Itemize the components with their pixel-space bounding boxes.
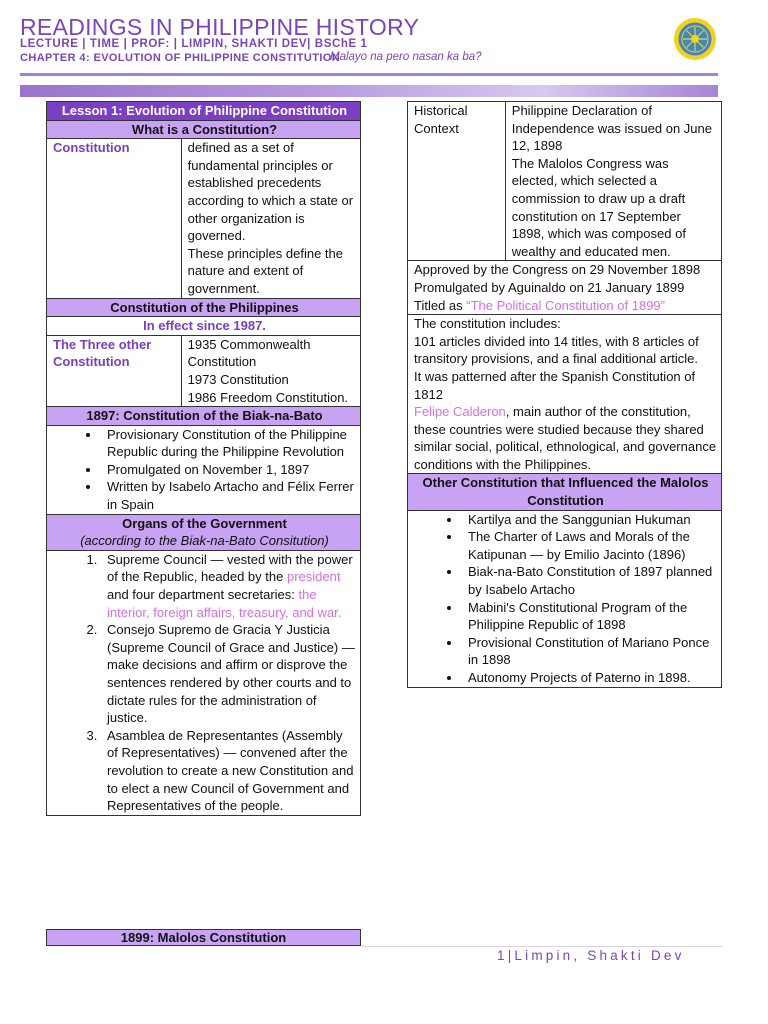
document-title: READINGS IN PHILIPPINE HISTORY: [20, 14, 420, 40]
in-effect-note: In effect since 1987.: [47, 317, 361, 336]
list-item: • Provisional Constitution of Mariano Ponce in 1898: [462, 634, 717, 669]
list-item: • Autonomy Projects of Paterno in 1898.: [462, 669, 717, 687]
list-item: • Biak-na-Bato Constitution of 1897 planned by Isabelo Artacho: [462, 563, 717, 598]
list-item: • Provisionary Constitution of the Philippine Republic during the Philippine Revolution: [101, 426, 356, 461]
header-gradient-band: [20, 85, 718, 97]
left-column: [46, 101, 361, 816]
organs-list: [47, 550, 361, 815]
what-is-constitution-heading: What is a Constitution?: [47, 120, 361, 139]
three-constitutions-list: 1935 Commonwealth Constitution 1973 Constitution 1986 Freedom Constitution.: [181, 335, 360, 406]
malolos-constitution-heading: 1899: Malolos Constitution: [46, 929, 361, 946]
organs-heading: Organs of the Government (according to the Biak-na-Bato Consitution): [47, 514, 361, 550]
felipe-calderon-name: Felipe Calderon: [414, 404, 506, 420]
list-item: 3. Asamblea de Representantes (Assembly of Representatives) — convened after the revolution to create a new Constitution and to elect a new Council of Government and Representatives of the people.: [101, 727, 356, 815]
tagline: Malayo na pero nasan ka ba?: [330, 51, 482, 63]
header-rule: [20, 73, 718, 76]
list-item: • Mabini's Constitutional Program of the Philippine Republic of 1898: [462, 599, 717, 634]
three-constitutions-term: The Three other Constitution: [47, 335, 182, 406]
list-item: • The Charter of Laws and Morals of the Katipunan — by Emilio Jacinto (1896): [462, 528, 717, 563]
approval-details: Approved by the Congress on 29 November 1898 Promulgated by Aguinaldo on 21 January 1899 Titled as “The Political Constitution of 1899”: [408, 261, 722, 315]
influences-list: [408, 510, 722, 687]
page-footer: 1|Limpin, Shakti Dev: [497, 948, 685, 963]
list-item: • Written by Isabelo Artacho and Félix Ferrer in Spain: [101, 478, 356, 513]
list-item: 2. Consejo Supremo de Gracia Y Justicia (Supreme Council of Grace and Justice) — make decisions and affirm or disprove the sentences rendered by other courts and to dictate rules for the administration of justice.: [101, 621, 356, 727]
right-notes-table: [407, 101, 722, 688]
lecture-info: LECTURE | TIME | PROF: | LIMPIN, SHAKTI DEV| BSChE 1: [20, 38, 368, 50]
left-notes-table: [46, 101, 361, 816]
organs-subheading: (according to the Biak-na-Bato Consitution): [80, 533, 329, 549]
footer-rule: [361, 946, 722, 947]
constitution-definition: defined as a set of fundamental principles or established precedents according to which a state or other organization is governed. These principles define the nature and extent of government.: [181, 139, 360, 298]
historical-context-term: Historical Context: [408, 102, 506, 261]
list-item: 1. Supreme Council — vested with the power of the Republic, headed by the president and four department secretaries: the interior, foreign affairs, treasury, and war.: [101, 551, 356, 621]
historical-context-text: Philippine Declaration of Independence was issued on June 12, 1898 The Malolos Congress was elected, which selected a commission to draw up a draft constitution on 17 September 1898, which was composed of wealthy and educated men.: [505, 102, 721, 261]
university-seal-icon: [673, 17, 717, 61]
list-item: • Kartilya and the Sanggunian Hukuman: [462, 511, 717, 529]
list-item: • Promulgated on November 1, 1897: [101, 461, 356, 479]
constitution-contents: The constitution includes: 101 articles divided into 14 titles, with 8 articles of transitory provisions, and a final additional article. It was patterned after the Spanish Constitution of 1812 Felipe Calderon, main author of the constitution, these countries were studied because they shared similar social, political, ethnological, and governance conditions with the Philippines.: [408, 315, 722, 474]
biak-na-bato-heading: 1897: Constitution of the Biak-na-Bato: [47, 407, 361, 426]
philippine-constitution-heading: Constitution of the Philippines: [47, 298, 361, 317]
lesson-title: Lesson 1: Evolution of Philippine Constitution: [47, 102, 361, 121]
biak-na-bato-bullets: [47, 425, 361, 514]
constitution-term: Constitution: [47, 139, 182, 298]
influences-heading: Other Constitution that Influenced the Malolos Constitution: [408, 474, 722, 510]
right-column: [407, 101, 722, 688]
chapter-title: CHAPTER 4: EVOLUTION OF PHILIPPINE CONSTITUTION: [20, 52, 341, 64]
